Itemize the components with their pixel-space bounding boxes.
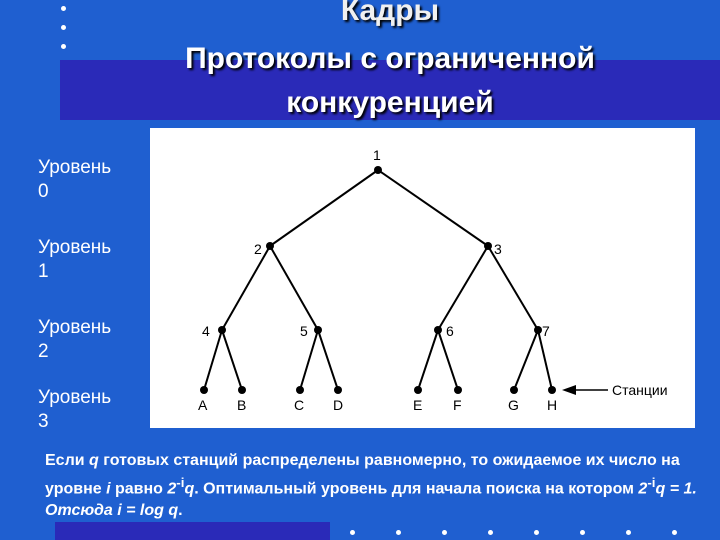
caption-var-q: q	[89, 452, 99, 469]
leaf-label: B	[237, 397, 247, 413]
caption-part: готовых станций распределены равномерно, то ожидаемое их число на уровне	[45, 452, 680, 498]
binary-tree-diagram	[150, 128, 695, 428]
stations-label: Станции	[612, 382, 668, 398]
leaf-label: E	[413, 397, 423, 413]
leaf-label: C	[294, 397, 305, 413]
leaf-label: D	[333, 397, 344, 413]
level-2-label	[38, 316, 111, 364]
node-label: 3	[494, 241, 502, 257]
leaf-label: A	[198, 397, 208, 413]
node-label: 6	[446, 323, 454, 339]
slide-title: Кадры	[340, 0, 440, 27]
level-3-label	[38, 386, 111, 434]
arrow-left-icon	[562, 385, 576, 395]
caption-part: Если	[45, 452, 90, 469]
level-number: 3	[38, 411, 49, 432]
node-label: 4	[202, 323, 210, 339]
node-label: 5	[300, 323, 308, 339]
level-1-label	[38, 236, 111, 284]
level-word: Уровень	[38, 387, 112, 408]
level-word: Уровень	[38, 237, 112, 258]
caption-formula: q	[184, 480, 195, 498]
level-number: 1	[38, 261, 49, 282]
leaf-label: G	[508, 397, 519, 413]
tree-edges	[204, 170, 552, 390]
caption-exponent: -i	[647, 475, 656, 490]
caption-exponent: -i	[176, 475, 185, 490]
node-label: 2	[254, 241, 262, 257]
level-0-label	[38, 156, 111, 204]
leaf-label: F	[453, 397, 462, 413]
caption-formula: q = 1. Отсюда i = log q	[45, 480, 697, 520]
level-word: Уровень	[38, 157, 112, 178]
caption-formula: 2	[167, 480, 177, 498]
caption-part: .	[178, 502, 183, 520]
caption-part: . Оптимальный уровень для начала поиска на котором	[194, 480, 639, 498]
caption-var-i: i	[106, 480, 111, 498]
node-label: 1	[373, 147, 381, 163]
slide-subtitle-line1: Протоколы с ограниченной	[185, 42, 595, 75]
caption-formula: 2	[638, 480, 648, 498]
level-word: Уровень	[38, 317, 112, 338]
decorative-dots	[350, 530, 680, 538]
node-label: 7	[542, 323, 550, 339]
level-number: 0	[38, 181, 49, 202]
tree-diagram-panel	[150, 128, 695, 428]
tree-nodes	[200, 166, 556, 394]
leaf-label: H	[547, 397, 558, 413]
footer-band	[55, 522, 330, 540]
explanation-text	[45, 450, 715, 522]
caption-part: равно	[110, 480, 168, 498]
slide-subtitle-line2: конкуренцией	[286, 86, 494, 119]
level-number: 2	[38, 341, 49, 362]
stations-pointer	[562, 382, 668, 398]
